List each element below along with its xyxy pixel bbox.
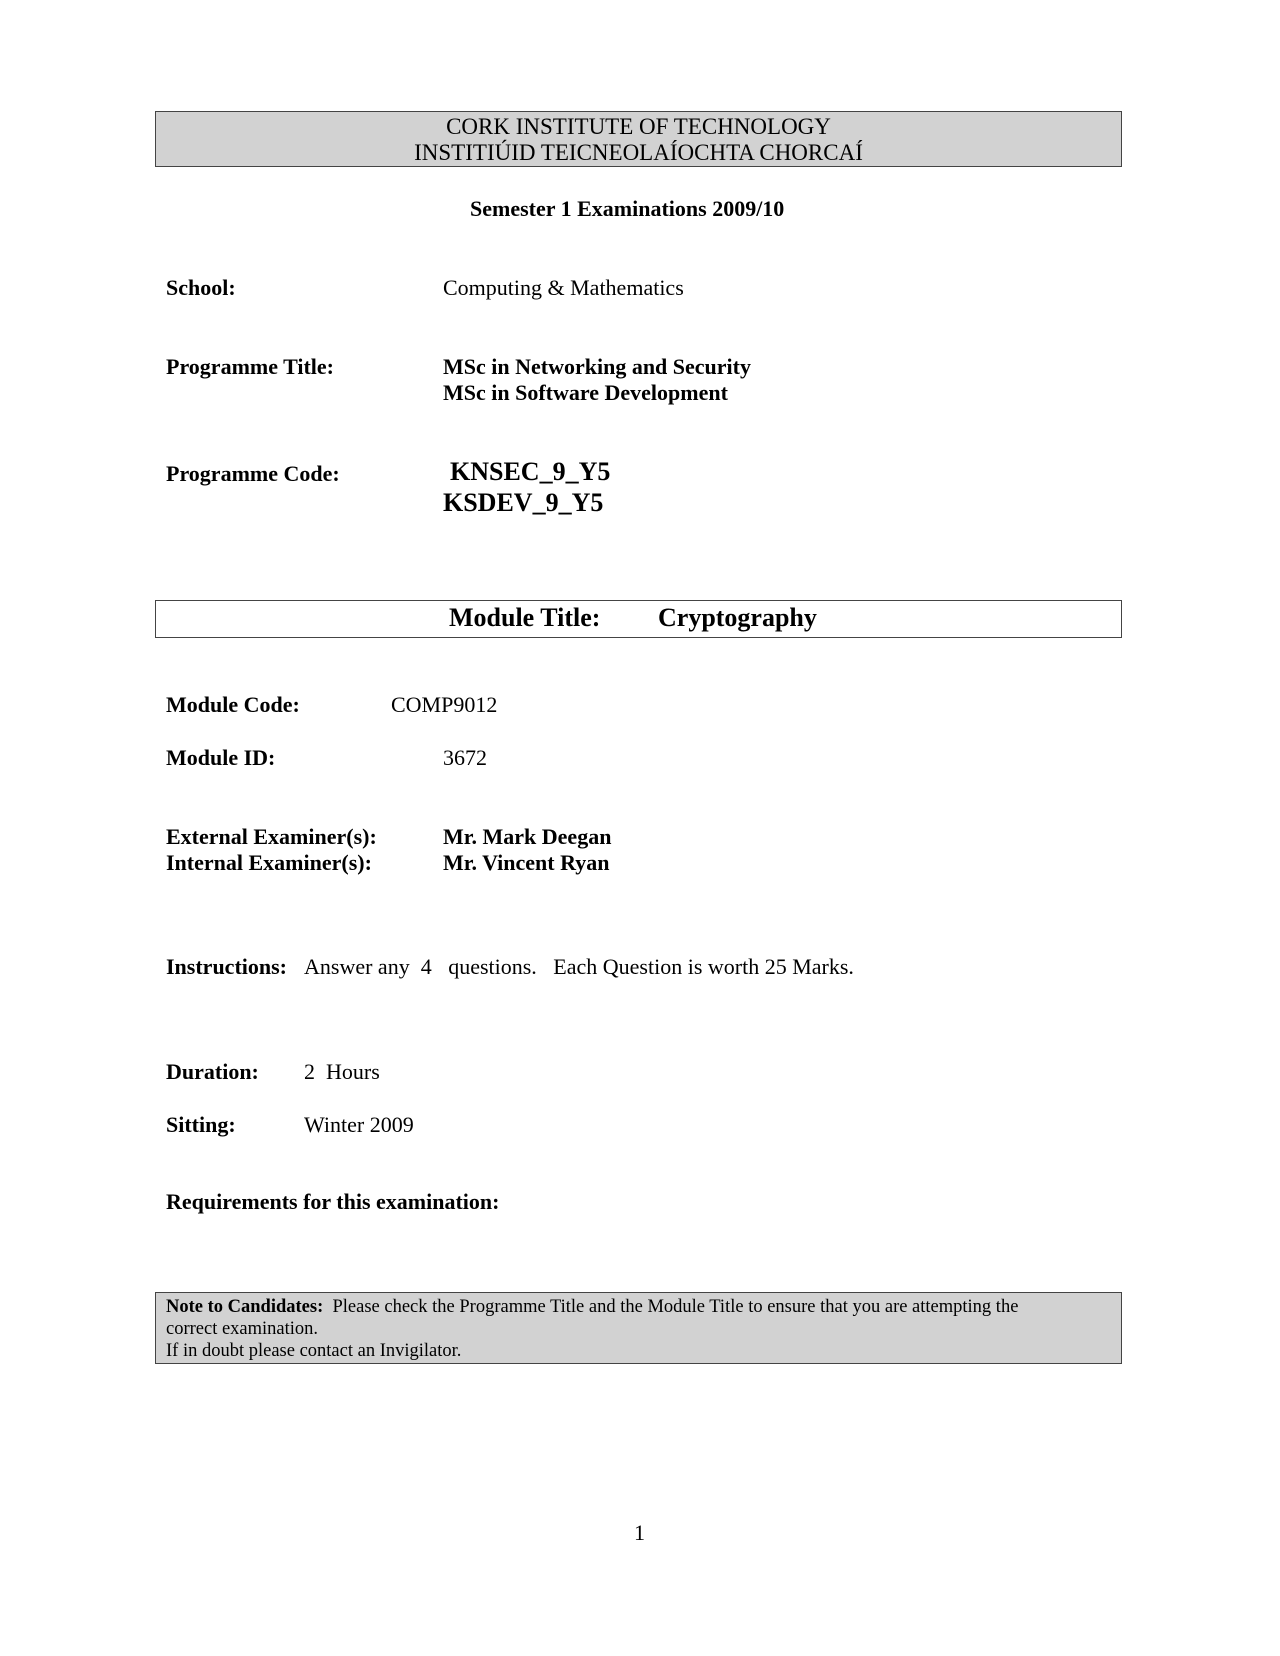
module-id-label: Module ID: (166, 745, 276, 770)
duration-label: Duration: (166, 1059, 259, 1084)
school-label: School: (166, 275, 236, 300)
note-text-3: If in doubt please contact an Invigilator. (166, 1341, 462, 1361)
instructions-value: Answer any 4 questions. Each Question is worth 25 Marks. (304, 954, 854, 979)
programme-code-label: Programme Code: (166, 461, 340, 486)
requirements-label: Requirements for this examination: (166, 1189, 500, 1214)
sitting-value: Winter 2009 (304, 1112, 414, 1137)
programme-title-value-1: MSc in Networking and Security (443, 354, 751, 379)
internal-examiner-label: Internal Examiner(s): (166, 850, 372, 875)
programme-code-value-2: KSDEV_9_Y5 (443, 488, 604, 517)
programme-title-label: Programme Title: (166, 354, 335, 379)
instructions-label: Instructions: (166, 954, 288, 979)
internal-examiner-value: Mr. Vincent Ryan (443, 850, 610, 875)
duration-value: 2 Hours (304, 1059, 380, 1084)
note-text-2: correct examination. (166, 1319, 319, 1339)
external-examiner-value: Mr. Mark Deegan (443, 824, 612, 849)
note-text-1: Please check the Programme Title and the Module Title to ensure that you are attempting the (332, 1297, 1019, 1317)
programme-code-value-1: KNSEC_9_Y5 (450, 457, 611, 486)
note-label: Note to Candidates: (166, 1297, 324, 1317)
module-title-box (155, 600, 1122, 638)
exam-semester: Semester 1 Examinations 2009/10 (470, 196, 785, 221)
school-value: Computing & Mathematics (443, 275, 684, 300)
institution-name-english: CORK INSTITUTE OF TECHNOLOGY (446, 114, 831, 139)
module-id-value: 3672 (443, 745, 487, 770)
page-number: 1 (634, 1520, 645, 1545)
programme-title-value-2: MSc in Software Development (443, 380, 728, 405)
sitting-label: Sitting: (166, 1112, 236, 1137)
note-to-candidates-box (155, 1292, 1122, 1364)
module-title-label: Module Title: (449, 603, 601, 632)
module-title-value: Cryptography (658, 603, 817, 632)
institution-header (155, 111, 1122, 167)
module-code-label: Module Code: (166, 692, 300, 717)
module-code-value: COMP9012 (391, 692, 498, 717)
institution-name-irish: INSTITIÚID TEICNEOLAÍOCHTA CHORCAÍ (414, 140, 863, 165)
note-line-1 (166, 1296, 1111, 1318)
external-examiner-label: External Examiner(s): (166, 824, 377, 849)
